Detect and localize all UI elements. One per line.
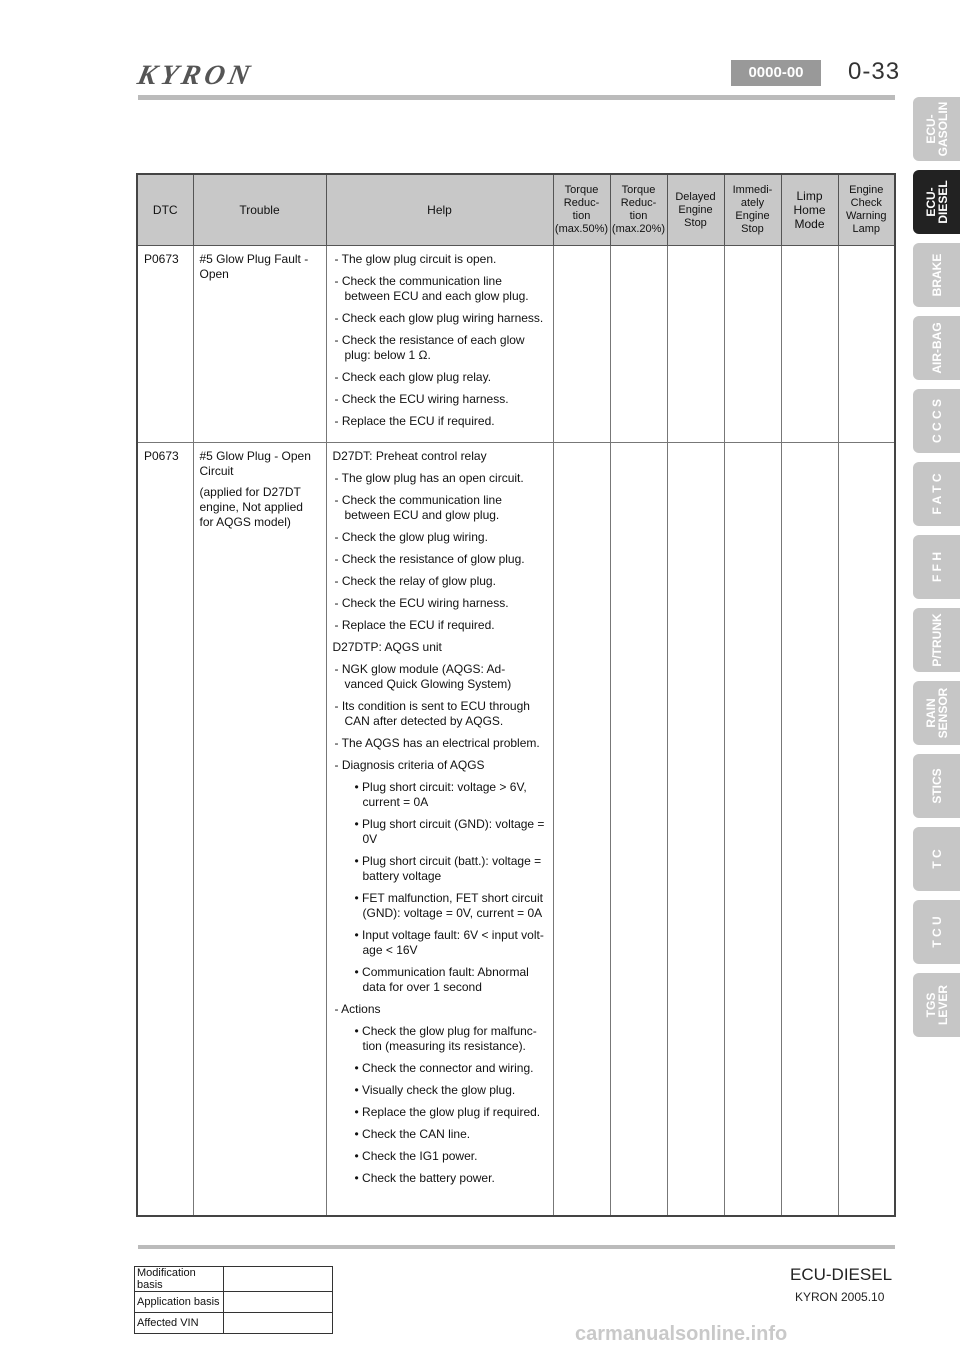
modification-basis-label: Modification basis [135, 1267, 224, 1292]
col-header-immediate-stop: Immedi- ately Engine Stop [724, 174, 781, 246]
col-header-delayed-stop: Delayed Engine Stop [667, 174, 724, 246]
col-header-dtc: DTC [137, 174, 193, 246]
affected-vin-value [224, 1313, 333, 1334]
help-line: - Check the glow plug wiring. [334, 530, 488, 544]
section-code-badge: 0000-00 [731, 60, 821, 86]
trouble-text: #5 Glow Plug Fault - Open [199, 252, 309, 281]
help-line: • Check the CAN line. [354, 1127, 471, 1141]
side-tab-label: BRAKE [929, 253, 944, 297]
side-tab-label: ECU- DIESEL [923, 180, 950, 224]
side-tab-label: P/TRUNK [929, 613, 944, 667]
side-tab-label: AIR-BAG [929, 322, 944, 374]
help-line: • Plug short circuit (GND): voltage = 0V [354, 817, 545, 846]
col-header-torque-50: Torque Reduc- tion (max.50%) [553, 174, 610, 246]
help-line: • Check the glow plug for malfunc- tion (measuring its resistance). [354, 1024, 537, 1053]
help-line: • Replace the glow plug if required. [354, 1105, 541, 1119]
help-line: D27DTP: AQGS unit [332, 640, 442, 654]
torque-50-cell [553, 246, 610, 443]
side-tab[interactable] [913, 681, 960, 745]
torque-50-cell [553, 443, 610, 1217]
side-tab[interactable] [913, 608, 960, 672]
help-line: D27DT: Preheat control relay [332, 449, 487, 463]
trouble-text: #5 Glow Plug - Open Circuit [199, 449, 311, 478]
side-tab[interactable] [913, 973, 960, 1037]
application-basis-label: Application basis [135, 1292, 224, 1313]
side-tab-label: STICS [929, 768, 944, 804]
modification-basis-value [224, 1267, 333, 1292]
help-line: - Check the communication line between ECU and glow plug. [334, 493, 502, 522]
table-row [135, 1292, 333, 1313]
help-line: - Check each glow plug wiring harness. [334, 311, 544, 325]
help-line: - The glow plug circuit is open. [334, 252, 497, 266]
help-line: - Check the communication line between ECU and each glow plug. [334, 274, 529, 303]
side-tab-label: F F H [929, 552, 944, 582]
side-tab[interactable] [913, 827, 960, 891]
help-cell [326, 246, 553, 443]
application-basis-value [224, 1292, 333, 1313]
side-tab-label: F A T C [929, 473, 944, 515]
side-tab-label: C C C S [929, 398, 944, 444]
help-line: - Check the resistance of glow plug. [334, 552, 525, 566]
limp-home-cell [781, 246, 838, 443]
col-header-help: Help [326, 174, 553, 246]
footer-section-title: ECU-DIESEL [790, 1265, 893, 1284]
torque-20-cell [610, 443, 667, 1217]
help-cell [326, 443, 553, 1217]
delayed-stop-cell [667, 246, 724, 443]
header-divider [138, 95, 895, 100]
brand-logo: KYRON [134, 60, 257, 91]
help-line: - Diagnosis criteria of AQGS [334, 758, 485, 772]
help-line: - Check the relay of glow plug. [334, 574, 496, 588]
side-tab-label: RAIN SENSOR [923, 687, 950, 739]
trouble-cell [193, 246, 326, 443]
col-header-torque-20: Torque Reduc- tion (max.20%) [610, 174, 667, 246]
col-header-warning-lamp: Engine Check Warning Lamp [838, 174, 895, 246]
table-header-row [137, 174, 895, 246]
help-line: - Check the ECU wiring harness. [334, 596, 509, 610]
warning-lamp-cell [838, 443, 895, 1217]
side-tab[interactable] [913, 754, 960, 818]
help-line: - NGK glow module (AQGS: Ad- vanced Quick Glowing System) [334, 662, 512, 691]
side-tab-label: T C U [929, 916, 944, 948]
table-row [137, 246, 895, 443]
trouble-text: (applied for D27DT engine, Not applied for AQGS model) [199, 485, 303, 529]
side-tab[interactable] [913, 535, 960, 599]
modification-table [134, 1266, 333, 1334]
col-header-limp-home: Limp Home Mode [781, 174, 838, 246]
immediate-stop-cell [724, 443, 781, 1217]
help-line: - Check each glow plug relay. [334, 370, 492, 384]
side-tab[interactable] [913, 97, 960, 161]
help-line: - The glow plug has an open circuit. [334, 471, 524, 485]
help-line: - Replace the ECU if required. [334, 618, 495, 632]
side-tab-label: TGS LEVER [923, 984, 950, 1026]
help-line: • Plug short circuit (batt.): voltage = battery voltage [354, 854, 542, 883]
side-tab[interactable] [913, 243, 960, 307]
torque-20-cell [610, 246, 667, 443]
help-line: • Check the IG1 power. [354, 1149, 478, 1163]
side-tab-label: ECU- GASOLIN [923, 101, 950, 157]
dtc-table [136, 173, 896, 1217]
help-line: • FET malfunction, FET short circuit (GND): voltage = 0V, current = 0A [354, 891, 543, 920]
side-tab[interactable] [913, 316, 960, 380]
table-row [137, 443, 895, 1217]
help-line: • Check the battery power. [354, 1171, 495, 1185]
limp-home-cell [781, 443, 838, 1217]
footer-divider [138, 1245, 895, 1249]
help-line: • Plug short circuit: voltage > 6V, current = 0A [354, 780, 527, 809]
immediate-stop-cell [724, 246, 781, 443]
help-line: - Its condition is sent to ECU through CAN after detected by AQGS. [334, 699, 530, 728]
trouble-cell [193, 443, 326, 1217]
delayed-stop-cell [667, 443, 724, 1217]
table-row [135, 1267, 333, 1292]
col-header-trouble: Trouble [193, 174, 326, 246]
warning-lamp-cell [838, 246, 895, 443]
side-tab[interactable] [913, 462, 960, 526]
help-line: - Actions [334, 1002, 381, 1016]
page-number: 0-33 [848, 58, 901, 85]
help-line: - The AQGS has an electrical problem. [334, 736, 540, 750]
dtc-cell: P0673 [137, 246, 193, 443]
side-tab[interactable] [913, 170, 960, 234]
dtc-cell: P0673 [137, 443, 193, 1217]
affected-vin-label: Affected VIN [135, 1313, 224, 1334]
help-line: - Check the resistance of each glow plug: below 1 Ω. [334, 333, 525, 362]
help-line: - Check the ECU wiring harness. [334, 392, 509, 406]
side-tab[interactable] [913, 389, 960, 453]
side-tab[interactable] [913, 900, 960, 964]
help-line: - Replace the ECU if required. [334, 414, 495, 428]
help-line: • Visually check the glow plug. [354, 1083, 516, 1097]
watermark-text: carmanualsonline.info [575, 1323, 788, 1345]
footer-model-date: KYRON 2005.10 [795, 1290, 885, 1304]
side-tab-label: T C [929, 849, 944, 869]
help-line: • Communication fault: Abnormal data for over 1 second [354, 965, 529, 994]
table-row [135, 1313, 333, 1334]
help-line: • Check the connector and wiring. [354, 1061, 534, 1075]
help-line: • Input voltage fault: 6V < input volt- age < 16V [354, 928, 544, 957]
